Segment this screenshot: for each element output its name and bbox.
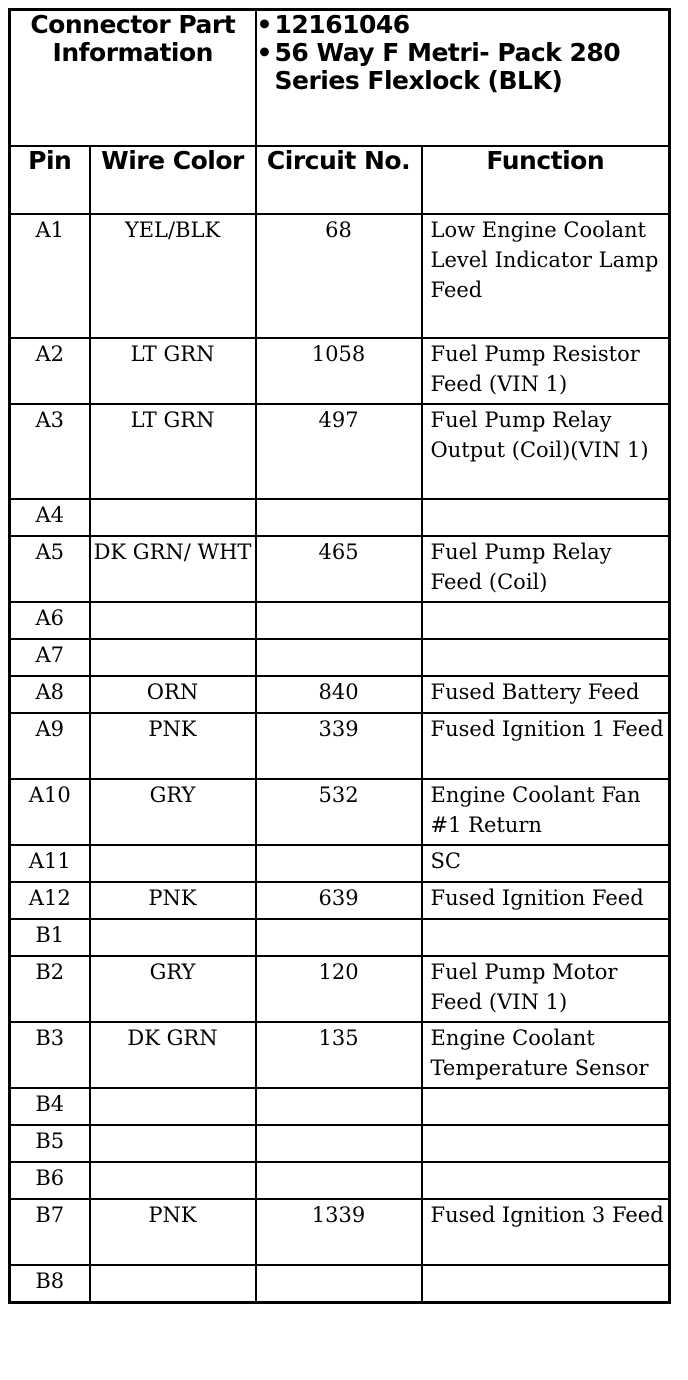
circuit-cell: 120 (256, 956, 422, 1022)
circuit-cell (256, 845, 422, 882)
function-cell (422, 602, 670, 639)
pin-cell: A7 (10, 639, 90, 676)
column-header-function: Function (422, 146, 670, 214)
function-cell: Fused Battery Feed (422, 676, 670, 713)
function-cell: Fuel Pump Relay Feed (Coil) (422, 536, 670, 602)
wire-color-cell: PNK (90, 882, 256, 919)
table-row (10, 956, 670, 1022)
circuit-cell: 497 (256, 404, 422, 499)
function-cell: Fused Ignition 3 Feed (422, 1199, 670, 1265)
circuit-cell: 532 (256, 779, 422, 845)
pin-cell: A3 (10, 404, 90, 499)
bullet-icon: • (256, 10, 272, 39)
column-header-wire-color: Wire Color (90, 146, 256, 214)
connector-info-row (10, 10, 670, 147)
pin-cell: A4 (10, 499, 90, 536)
connector-part-number: 12161046 (274, 10, 410, 39)
connector-info-item (257, 11, 669, 39)
function-cell (422, 1265, 670, 1302)
table-row (10, 499, 670, 536)
function-cell (422, 1125, 670, 1162)
bullet-icon: • (256, 38, 272, 67)
function-cell (422, 639, 670, 676)
pin-cell: A9 (10, 713, 90, 779)
table-row (10, 602, 670, 639)
circuit-cell (256, 1265, 422, 1302)
function-cell: SC (422, 845, 670, 882)
table-row (10, 536, 670, 602)
wire-color-cell: PNK (90, 713, 256, 779)
connector-info-item (257, 39, 669, 95)
pin-cell: A1 (10, 214, 90, 338)
function-cell: Fused Ignition Feed (422, 882, 670, 919)
table-row (10, 919, 670, 956)
connector-part-info-label: Connector Part Information (10, 10, 256, 147)
pin-cell: B5 (10, 1125, 90, 1162)
pin-cell: B6 (10, 1162, 90, 1199)
wire-color-cell: GRY (90, 956, 256, 1022)
circuit-cell (256, 602, 422, 639)
circuit-cell (256, 639, 422, 676)
pin-rows (10, 214, 670, 1302)
circuit-cell: 1339 (256, 1199, 422, 1265)
wire-color-cell: GRY (90, 779, 256, 845)
circuit-cell: 135 (256, 1022, 422, 1088)
pin-cell: A10 (10, 779, 90, 845)
circuit-cell (256, 499, 422, 536)
circuit-cell (256, 1125, 422, 1162)
pin-cell: B4 (10, 1088, 90, 1125)
circuit-cell: 339 (256, 713, 422, 779)
wire-color-cell: LT GRN (90, 404, 256, 499)
circuit-cell: 68 (256, 214, 422, 338)
pin-cell: B3 (10, 1022, 90, 1088)
function-cell: Engine Coolant Fan #1 Return (422, 779, 670, 845)
circuit-cell (256, 1088, 422, 1125)
circuit-cell: 840 (256, 676, 422, 713)
column-header-circuit: Circuit No. (256, 146, 422, 214)
table-row (10, 1088, 670, 1125)
wire-color-cell (90, 845, 256, 882)
function-cell: Fused Ignition 1 Feed (422, 713, 670, 779)
circuit-cell (256, 919, 422, 956)
table-row (10, 1199, 670, 1265)
wire-color-cell (90, 1125, 256, 1162)
wire-color-cell: YEL/BLK (90, 214, 256, 338)
table-row (10, 214, 670, 338)
table-row (10, 845, 670, 882)
wire-color-cell (90, 919, 256, 956)
table-row (10, 1022, 670, 1088)
table-row (10, 404, 670, 499)
pin-cell: B7 (10, 1199, 90, 1265)
circuit-cell: 639 (256, 882, 422, 919)
wire-color-cell: DK GRN (90, 1022, 256, 1088)
wire-color-cell: LT GRN (90, 338, 256, 404)
wire-color-cell (90, 602, 256, 639)
column-header-row (10, 146, 670, 214)
function-cell (422, 1162, 670, 1199)
pin-cell: A8 (10, 676, 90, 713)
function-cell (422, 919, 670, 956)
table-row (10, 1125, 670, 1162)
pin-cell: A5 (10, 536, 90, 602)
pin-cell: B2 (10, 956, 90, 1022)
function-cell (422, 499, 670, 536)
circuit-cell: 1058 (256, 338, 422, 404)
table-row (10, 882, 670, 919)
wire-color-cell (90, 1162, 256, 1199)
pin-cell: A12 (10, 882, 90, 919)
pin-cell: A11 (10, 845, 90, 882)
wire-color-cell: ORN (90, 676, 256, 713)
pin-cell: A2 (10, 338, 90, 404)
circuit-cell (256, 1162, 422, 1199)
pin-cell: A6 (10, 602, 90, 639)
table-row (10, 713, 670, 779)
table-row (10, 639, 670, 676)
wire-color-cell: DK GRN/ WHT (90, 536, 256, 602)
wire-color-cell (90, 1265, 256, 1302)
column-header-pin: Pin (10, 146, 90, 214)
pin-cell: B8 (10, 1265, 90, 1302)
connector-description: 56 Way F Metri- Pack 280 Series Flexlock (BLK) (274, 38, 621, 95)
wire-color-cell (90, 499, 256, 536)
circuit-cell: 465 (256, 536, 422, 602)
function-cell: Engine Coolant Temperature Sensor (422, 1022, 670, 1088)
table-row (10, 1265, 670, 1302)
table-row (10, 338, 670, 404)
connector-part-info-list (256, 10, 670, 147)
table-row (10, 1162, 670, 1199)
connector-pinout-table (8, 8, 671, 1304)
wire-color-cell (90, 639, 256, 676)
function-cell: Low Engine Coolant Level Indicator Lamp Feed (422, 214, 670, 338)
function-cell: Fuel Pump Motor Feed (VIN 1) (422, 956, 670, 1022)
table-row (10, 676, 670, 713)
table-row (10, 779, 670, 845)
pin-cell: B1 (10, 919, 90, 956)
function-cell (422, 1088, 670, 1125)
wire-color-cell: PNK (90, 1199, 256, 1265)
function-cell: Fuel Pump Resistor Feed (VIN 1) (422, 338, 670, 404)
wire-color-cell (90, 1088, 256, 1125)
function-cell: Fuel Pump Relay Output (Coil)(VIN 1) (422, 404, 670, 499)
